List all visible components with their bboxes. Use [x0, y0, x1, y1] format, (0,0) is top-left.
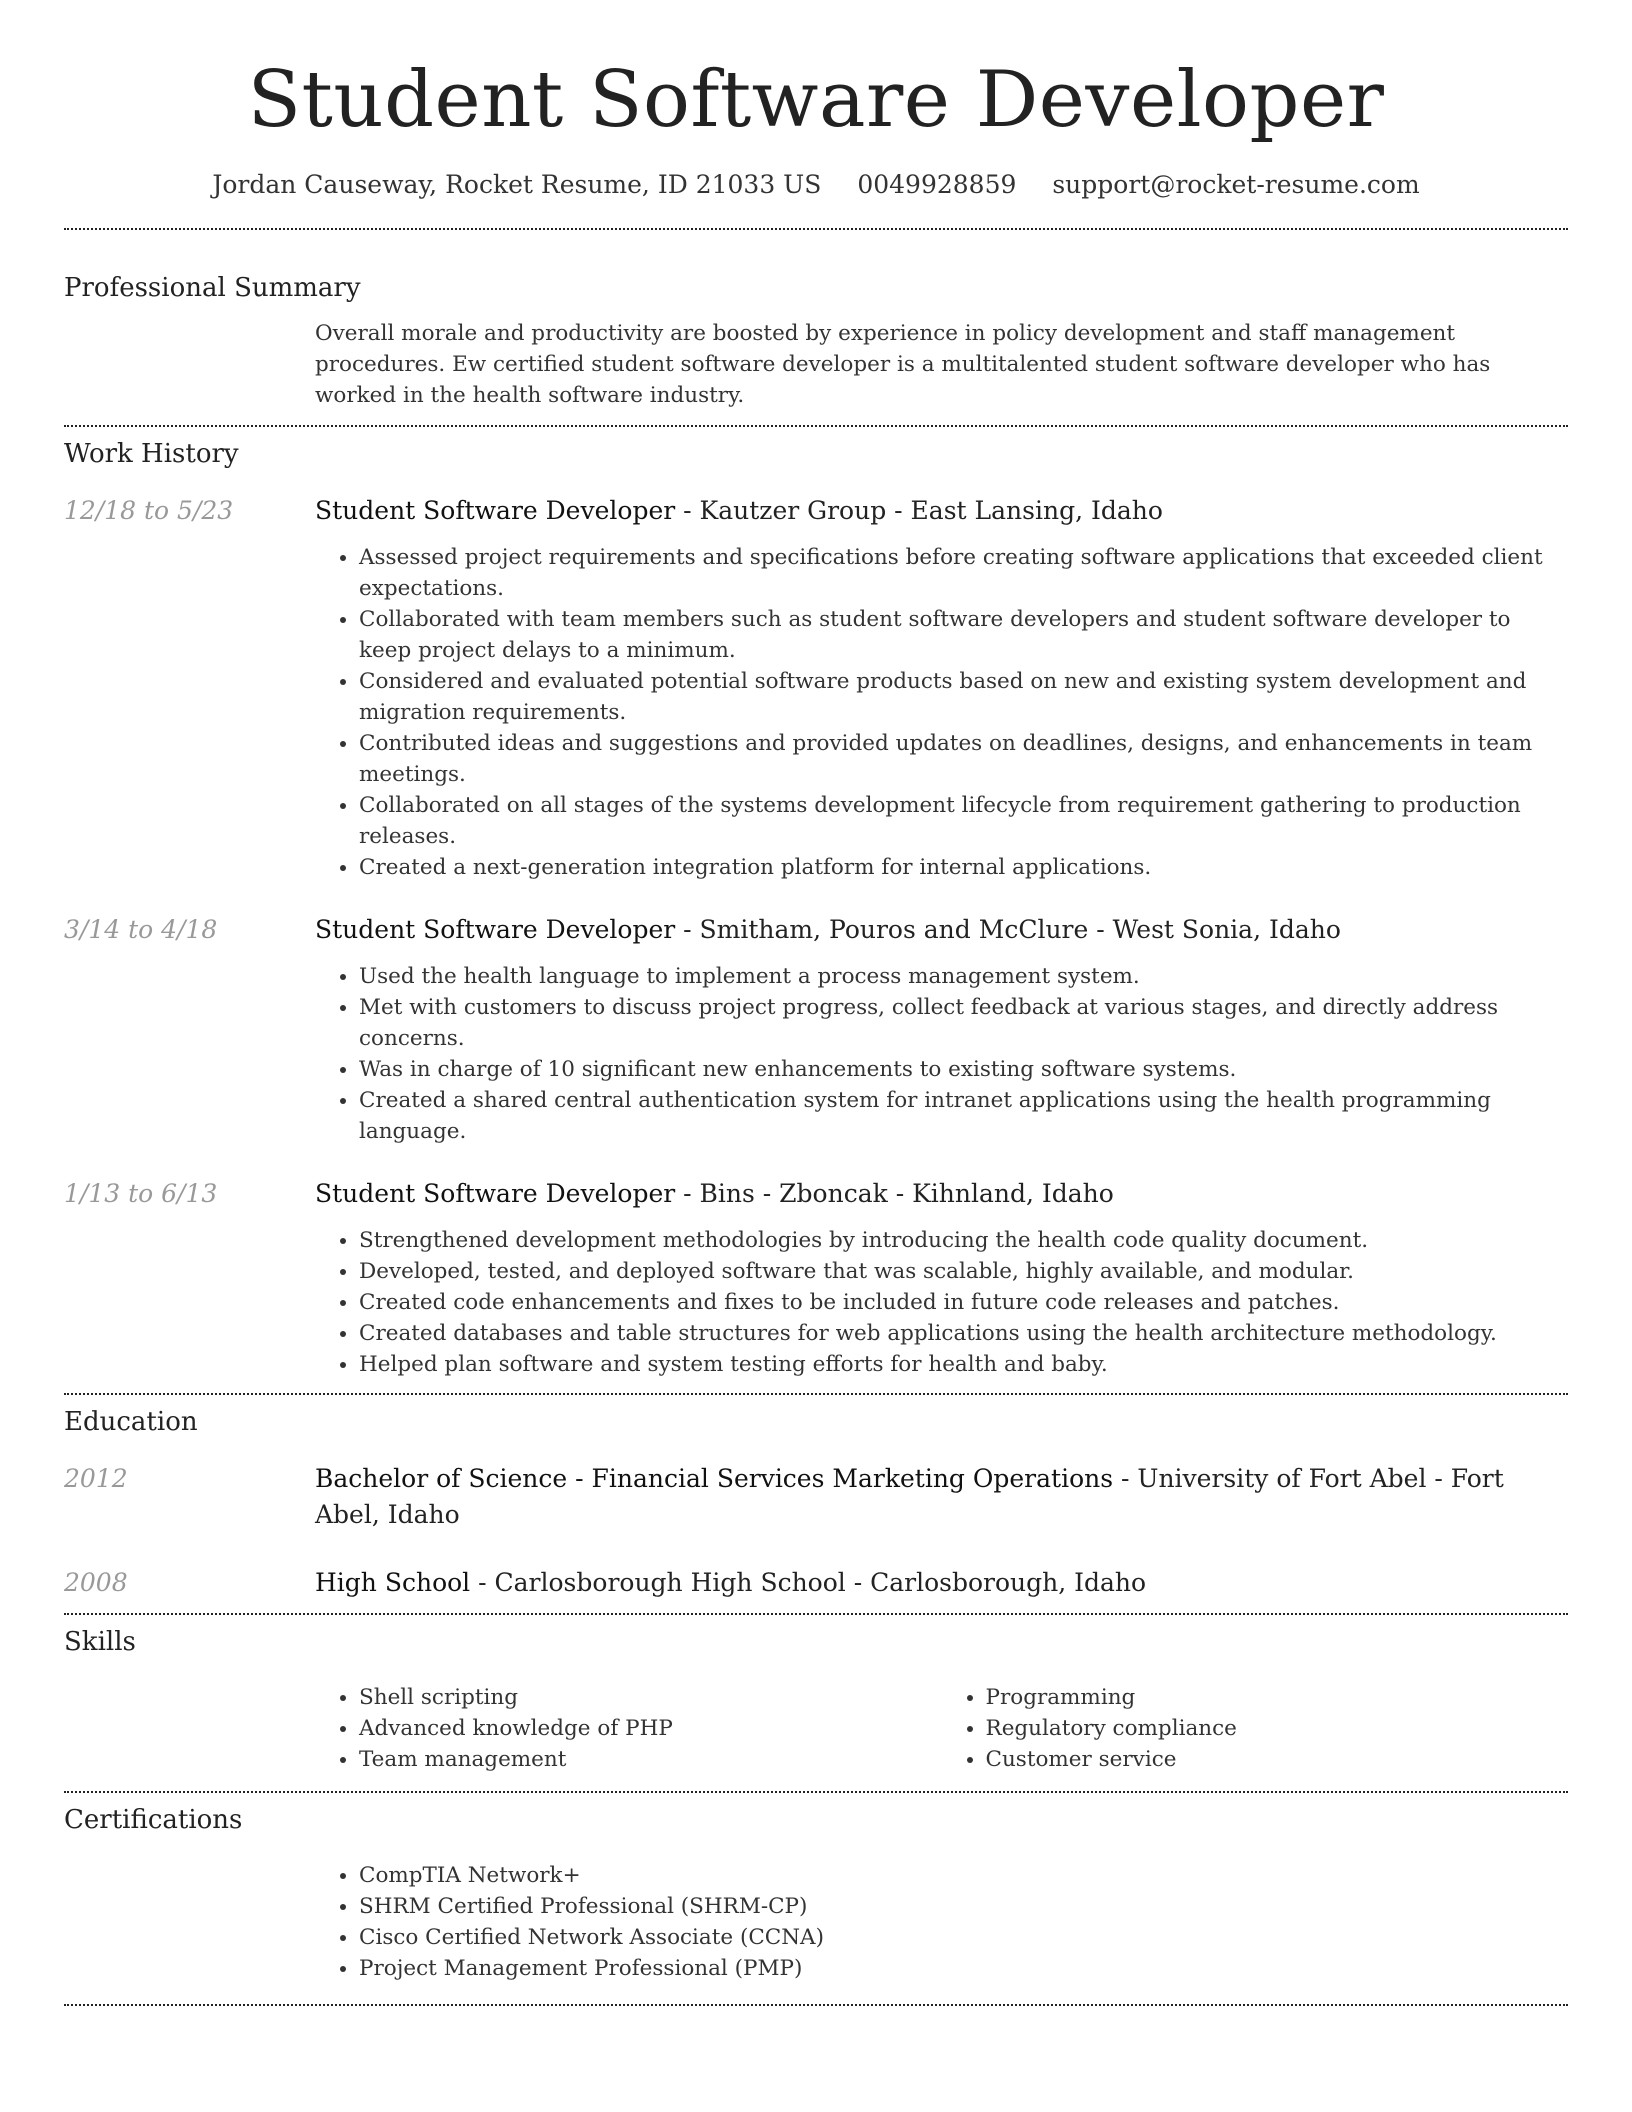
- list-item: • Helped plan software and system testing efforts for health and baby.: [359, 1349, 1568, 1380]
- job-title: [315, 493, 1568, 529]
- section-divider: [64, 2004, 1568, 2006]
- education-title: [315, 1565, 1568, 1601]
- list-item: • SHRM Certified Professional (SHRM-CP): [359, 1891, 1568, 1922]
- education-degree: High School: [315, 1568, 471, 1597]
- list-item: • Collaborated with team members such as student software developers and student software developer to keep project delays to a minimum.: [359, 604, 1568, 666]
- list-item: • Considered and evaluated potential software products based on new and existing system development and migration requirements.: [359, 666, 1568, 728]
- skills-list-right: [942, 1682, 1569, 1775]
- list-item: • Used the health language to implement a process management system.: [359, 961, 1568, 992]
- education-details: - Carlosborough High School - Carlosborough, Idaho: [470, 1568, 1147, 1597]
- job-role: Student Software Developer: [315, 1179, 676, 1208]
- contact-line: [64, 168, 1568, 202]
- education-entry: [64, 1461, 1568, 1533]
- list-item: • Regulatory compliance: [986, 1713, 1569, 1744]
- work-history-heading: Work History: [64, 439, 239, 469]
- list-item: • Strengthened development methodologies by introducing the health code quality document.: [359, 1225, 1568, 1256]
- contact-email: support@rocket-resume.com: [1052, 170, 1420, 199]
- resume-header: [64, 0, 1568, 202]
- job-role: Student Software Developer: [315, 915, 676, 944]
- job-entry: [64, 912, 1568, 1147]
- list-item: • Developed, tested, and deployed software that was scalable, highly available, and modular.: [359, 1256, 1568, 1287]
- list-item: • Team management: [359, 1744, 942, 1775]
- summary-section: [64, 230, 1568, 411]
- list-item: • Created databases and table structures for web applications using the health architecture methodology.: [359, 1318, 1568, 1349]
- list-item: • Created a shared central authentication system for intranet applications using the health programming language.: [359, 1085, 1568, 1147]
- list-item: • Contributed ideas and suggestions and provided updates on deadlines, designs, and enhancements in team meetings.: [359, 728, 1568, 790]
- job-dates: 12/18 to 5/23: [64, 496, 234, 525]
- summary-heading: Professional Summary: [64, 273, 361, 303]
- list-item: • Collaborated on all stages of the systems development lifecycle from requirement gathering to production releases.: [359, 790, 1568, 852]
- list-item: • Met with customers to discuss project progress, collect feedback at various stages, and directly address concerns.: [359, 992, 1568, 1054]
- certifications-heading: Certifications: [64, 1805, 243, 1835]
- education-section: [64, 1395, 1568, 1601]
- list-item: • Project Management Professional (PMP): [359, 1953, 1568, 1984]
- certifications-list: [315, 1860, 1568, 1984]
- list-item: • Advanced knowledge of PHP: [359, 1713, 942, 1744]
- skills-grid: [315, 1682, 1568, 1775]
- job-details: - Kautzer Group - East Lansing, Idaho: [675, 496, 1163, 525]
- list-item: • Cisco Certified Network Associate (CCNA): [359, 1922, 1568, 1953]
- education-entry: [64, 1565, 1568, 1601]
- list-item: • Shell scripting: [359, 1682, 942, 1713]
- job-entry: [64, 493, 1568, 883]
- education-degree: Bachelor of Science - Financial Services Marketing Operations: [315, 1464, 1114, 1493]
- skills-section: [64, 1615, 1568, 1775]
- work-history-section: [64, 427, 1568, 1380]
- job-bullets: [315, 1225, 1568, 1380]
- list-item: • Was in charge of 10 significant new enhancements to existing software systems.: [359, 1054, 1568, 1085]
- candidate-name: Student Software Developer: [247, 55, 1385, 145]
- education-year: 2008: [64, 1568, 128, 1597]
- list-item: • Created a next-generation integration platform for internal applications.: [359, 852, 1568, 883]
- job-dates: 3/14 to 4/18: [64, 915, 218, 944]
- list-item: • Created code enhancements and fixes to be included in future code releases and patches.: [359, 1287, 1568, 1318]
- job-bullets: [315, 542, 1568, 883]
- contact-address: Jordan Causeway, Rocket Resume, ID 21033 US: [212, 170, 822, 199]
- skills-list-left: [315, 1682, 942, 1775]
- job-details: - Bins - Zboncak - Kihnland, Idaho: [675, 1179, 1114, 1208]
- education-year: 2012: [64, 1464, 128, 1493]
- education-title: [315, 1461, 1568, 1533]
- job-entry: [64, 1176, 1568, 1380]
- list-item: • Assessed project requirements and specifications before creating software applications that exceeded client expectations.: [359, 542, 1568, 604]
- education-heading: Education: [64, 1407, 198, 1437]
- job-title: [315, 1176, 1568, 1212]
- job-title: [315, 912, 1568, 948]
- list-item: • Programming: [986, 1682, 1569, 1713]
- job-dates: 1/13 to 6/13: [64, 1179, 218, 1208]
- contact-phone: 0049928859: [857, 170, 1017, 199]
- skills-heading: Skills: [64, 1627, 136, 1657]
- certifications-section: [64, 1793, 1568, 1984]
- job-bullets: [315, 961, 1568, 1147]
- list-item: • Customer service: [986, 1744, 1569, 1775]
- summary-text: Overall morale and productivity are boosted by experience in policy development and staff management procedures. Ew certified student software developer is a multitalented student software developer who has worked in the health software industry.: [315, 321, 1491, 408]
- list-item: • CompTIA Network+: [359, 1860, 1568, 1891]
- education-details: - University of Fort Abel - Fort Abel, Idaho: [315, 1464, 1504, 1529]
- job-details: - Smitham, Pouros and McClure - West Sonia, Idaho: [675, 915, 1341, 944]
- job-role: Student Software Developer: [315, 496, 676, 525]
